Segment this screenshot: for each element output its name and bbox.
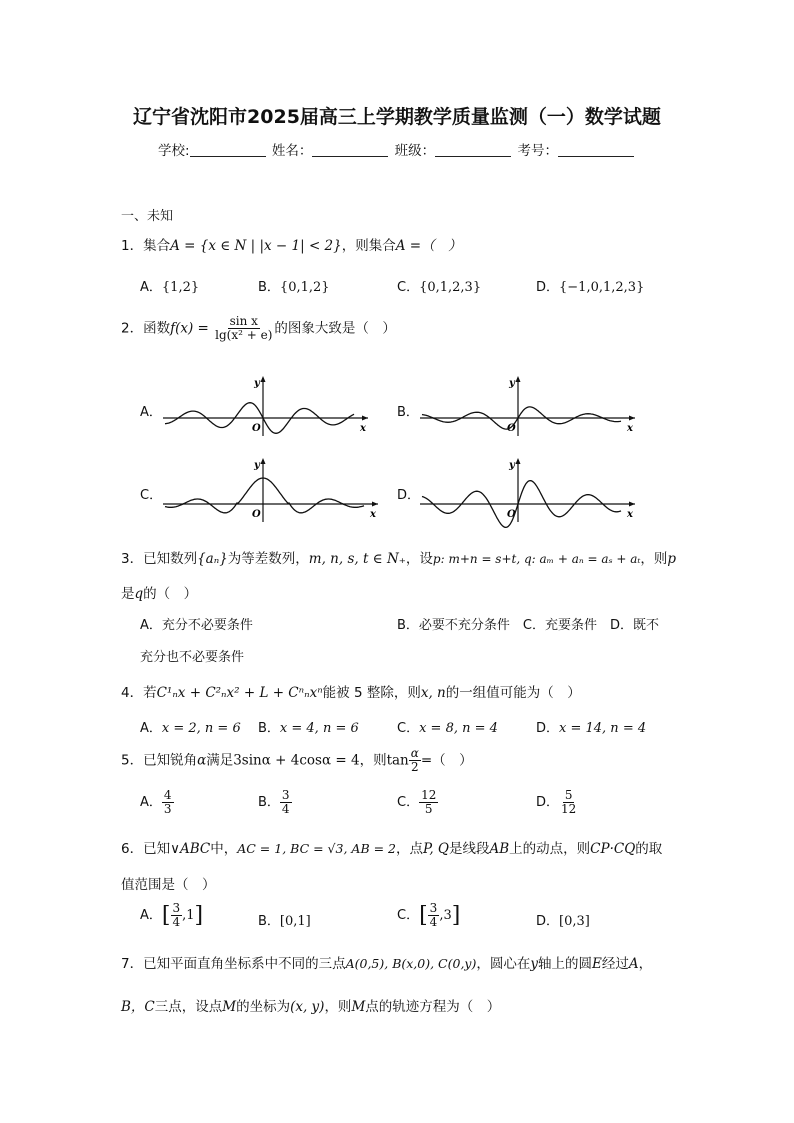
q6-text: 6．已知: [121, 841, 171, 857]
option-label: C．: [397, 721, 420, 736]
q5-option-a[interactable]: [140, 789, 174, 816]
q7-text: ，圆心在: [476, 956, 531, 972]
q7-text: ，则: [324, 999, 352, 1015]
q3-option-d-cont: 充分也不必要条件: [140, 650, 245, 665]
q2-graph-b: [420, 374, 635, 436]
q2-graph-a: [163, 374, 368, 436]
q6-option-a[interactable]: [140, 902, 203, 929]
exam-no-label: 考号：: [517, 143, 558, 159]
q3-p: p: [667, 551, 677, 567]
y-axis-label: y: [509, 460, 515, 471]
q1-suffix: ，则集合: [341, 238, 396, 254]
q4-text: 4．若: [121, 685, 157, 701]
origin-label: O: [252, 509, 261, 520]
school-label: 学校:: [158, 143, 190, 159]
q7-text: 轴上的圆: [538, 956, 593, 972]
q4-option-c[interactable]: [397, 717, 498, 736]
question-1: [121, 234, 462, 254]
option-frac: [171, 902, 183, 929]
q5-option-b[interactable]: [258, 789, 292, 816]
function-curve: [165, 478, 364, 513]
q5-tan: tan: [386, 752, 409, 769]
q2-graph-d: [420, 456, 635, 522]
q5-frac: [409, 747, 421, 774]
q2-option-a[interactable]: A．: [140, 405, 162, 420]
origin-label: O: [252, 423, 261, 434]
q1-prefix: 1．集合: [121, 238, 171, 254]
q6-points: P, Q: [423, 841, 449, 857]
q7-text: 的坐标为: [236, 999, 291, 1015]
q7-BC: B，C: [121, 999, 155, 1015]
option-label: A．: [140, 721, 162, 736]
q7-coord: (x, y): [290, 999, 325, 1015]
frac-den: 4: [172, 915, 181, 930]
option-value: {−1,0,1,2,3}: [559, 280, 645, 295]
q2-denominator: lg(x² + e): [215, 328, 273, 343]
q4-option-b[interactable]: [258, 717, 359, 736]
q7-M2: M: [351, 999, 366, 1015]
q2-option-b[interactable]: B．: [397, 405, 419, 420]
question-4: [121, 681, 581, 701]
q5-text: =（ ）: [420, 752, 473, 769]
q4-expr: C¹ₙx + C²ₙx² + L + Cⁿₙxⁿ: [156, 685, 323, 701]
frac-num: 3: [172, 901, 181, 915]
frac-num: 3: [429, 901, 438, 915]
q6-segment: AB: [489, 841, 510, 857]
option-label: B．: [258, 914, 280, 929]
question-6: [121, 837, 662, 857]
q3-pq: p: m+n = s+t, q: aₘ + aₙ = aₛ + aₜ: [432, 552, 641, 566]
option-label: D．: [536, 280, 560, 295]
class-field[interactable]: [435, 143, 511, 157]
option-value: {0,1,2}: [279, 280, 330, 295]
q2-option-d[interactable]: D．: [397, 488, 421, 503]
y-axis-arrow: [261, 458, 266, 464]
option-label: D．: [536, 914, 560, 929]
option-value: {0,1,2,3}: [419, 280, 482, 295]
option-label: D．: [536, 795, 560, 811]
y-axis-label: y: [254, 460, 260, 471]
q6-text: 的取: [635, 841, 663, 857]
q2-graph-c: [163, 456, 378, 522]
q7-text: 7．已知平面直角坐标系中不同的三点: [121, 956, 346, 972]
x-axis-arrow: [372, 502, 378, 507]
q4-text: 的一组值可能为（ ）: [445, 685, 581, 701]
q5-expr: 3sinα + 4cosα = 4: [233, 752, 360, 769]
option-label: D．: [536, 721, 560, 736]
q7-y: y: [530, 956, 539, 972]
frac-den: 5: [424, 802, 433, 817]
q1-option-c[interactable]: [397, 276, 481, 295]
option-frac: [162, 789, 174, 816]
q6-vector-product: CP·CQ: [590, 841, 636, 857]
x-axis-label: x: [627, 509, 633, 520]
option-value: x = 14, n = 4: [559, 721, 647, 736]
q1-option-d[interactable]: [536, 276, 644, 295]
q7-text: 点的轨迹方程为（ ）: [365, 999, 501, 1015]
x-axis-arrow: [629, 416, 635, 421]
q3-vars: m, n, s, t ∈ N₊: [308, 551, 406, 567]
q2-fraction: [213, 315, 274, 342]
option-label: B．: [258, 280, 280, 295]
q3-text: 是: [121, 586, 135, 602]
question-7: [121, 952, 652, 972]
q7-A: A: [628, 956, 639, 972]
question-3-line2: [121, 582, 197, 602]
q7-text: 经过: [601, 956, 629, 972]
question-2: [121, 315, 396, 342]
name-field[interactable]: [312, 143, 388, 157]
q3-text: ，则: [640, 551, 668, 567]
q3-text: 3．已知数列: [121, 551, 198, 567]
q6-triangle: ∨ABC: [170, 841, 211, 857]
q4-option-d[interactable]: [536, 717, 646, 736]
q2-numerator: sin x: [229, 314, 258, 328]
option-label: C．: [397, 908, 420, 924]
y-axis-label: y: [254, 378, 260, 389]
q6-option-b[interactable]: [258, 910, 311, 929]
x-axis-label: x: [627, 423, 633, 434]
q1-option-a[interactable]: [140, 276, 199, 295]
option-label: A．: [140, 795, 162, 811]
option-label: B．: [258, 721, 280, 736]
x-axis-arrow: [362, 416, 368, 421]
q2-prefix: 2．函数: [121, 320, 171, 337]
option-label: A．: [140, 280, 162, 295]
option-label: A．: [140, 908, 162, 924]
frac-den: 4: [281, 802, 290, 817]
option-frac: [428, 902, 440, 929]
origin-label: O: [507, 509, 516, 520]
bracket-left: [: [161, 903, 171, 929]
frac-num: 12: [421, 788, 437, 802]
x-axis-label: x: [360, 423, 366, 434]
option-value: x = 8, n = 4: [419, 721, 498, 736]
frac-num: 4: [163, 788, 172, 802]
option-value: x = 2, n = 6: [161, 721, 241, 736]
option-frac: [559, 789, 578, 816]
q6-text: 中，: [210, 841, 238, 857]
frac-num: 5: [564, 788, 573, 802]
q3-text: 的（ ）: [143, 586, 198, 602]
question-3: [121, 547, 676, 567]
q5-option-d[interactable]: [536, 789, 578, 816]
question-7-line2: [121, 995, 500, 1015]
exam-no-field[interactable]: [558, 143, 634, 157]
school-field[interactable]: [190, 143, 266, 157]
name-label: 姓名：: [271, 143, 313, 159]
option-label: B．: [258, 795, 280, 811]
q5-option-c[interactable]: [397, 789, 438, 816]
y-axis-arrow: [516, 376, 521, 382]
bracket-right: ]: [451, 903, 461, 929]
bracket-right: ]: [194, 903, 204, 929]
section-heading: 一、未知: [121, 209, 174, 224]
q5-text: 5．已知锐角: [121, 752, 198, 769]
q6-text: 是线段: [449, 841, 490, 857]
q7-E: E: [592, 956, 602, 972]
q3-text: ，设: [405, 551, 433, 567]
q7-text: ，: [638, 956, 653, 972]
option-value: {1,2}: [161, 280, 200, 295]
q4-option-a[interactable]: [140, 717, 241, 736]
q6-text: ，点: [396, 841, 423, 857]
option-tail: ,3: [439, 908, 452, 924]
option-value: x = 4, n = 6: [279, 721, 359, 736]
q5-text: ，则: [359, 752, 387, 769]
q6-text: 上的动点，则: [509, 841, 591, 857]
q4-text: 能被 5 整除，则: [322, 685, 421, 701]
q2-fx: f(x) =: [170, 320, 209, 337]
option-frac: [280, 789, 292, 816]
q2-suffix: 的图象大致是（ ）: [274, 320, 396, 337]
q4-vars: x, n: [420, 685, 446, 701]
q1-set-expr: A = {x ∈ N | |x − 1| < 2}: [170, 238, 342, 254]
x-axis-arrow: [629, 502, 635, 507]
y-axis-label: y: [509, 378, 515, 389]
q3-text: 为等差数列，: [227, 551, 309, 567]
q3-q: q: [134, 586, 144, 602]
frac-den: 3: [163, 802, 172, 817]
frac-num: 3: [281, 788, 290, 802]
y-axis-arrow: [516, 458, 521, 464]
question-6-line2: 值范围是（ ）: [121, 877, 216, 893]
option-frac: [419, 789, 438, 816]
q7-points: A(0,5), B(x,0), C(0,y): [345, 956, 477, 971]
page-title: 辽宁省沈阳市2025届高三上学期教学质量监测（一）数学试题: [133, 106, 661, 128]
frac-num: α: [410, 746, 419, 760]
frac-den: 4: [429, 915, 438, 930]
frac-den: 12: [561, 802, 577, 817]
q3-option-a[interactable]: A．充分不必要条件: [140, 618, 253, 633]
origin-label: O: [507, 423, 516, 434]
q6-expr: AC = 1, BC = √3, AB = 2: [237, 841, 396, 856]
q7-text: 三点，设点: [154, 999, 223, 1015]
question-5: [121, 747, 473, 774]
option-label: C．: [397, 795, 420, 811]
option-tail: ,1: [182, 908, 195, 924]
q6-option-c[interactable]: [397, 902, 460, 929]
bracket-left: [: [419, 903, 428, 929]
q6-option-d[interactable]: [536, 910, 590, 929]
frac-den: 2: [410, 760, 419, 775]
q7-M: M: [222, 999, 237, 1015]
option-label: C．: [397, 280, 420, 295]
q3-seq: {aₙ}: [197, 551, 228, 567]
x-axis-label: x: [370, 509, 376, 520]
q2-option-c[interactable]: C．: [140, 488, 163, 503]
option-value: [0,3]: [559, 914, 590, 929]
q5-text: 满足: [206, 752, 234, 769]
student-info-line: [0, 139, 794, 159]
q1-tail: A =（ ）: [395, 238, 462, 254]
class-label: 班级：: [394, 143, 436, 159]
q3-options-bcd[interactable]: B．必要不充分条件 C．充要条件 D．既不: [397, 618, 660, 633]
q1-option-b[interactable]: [258, 276, 330, 295]
y-axis-arrow: [261, 376, 266, 382]
option-value: [0,1]: [279, 914, 311, 929]
q5-alpha: α: [197, 752, 207, 769]
